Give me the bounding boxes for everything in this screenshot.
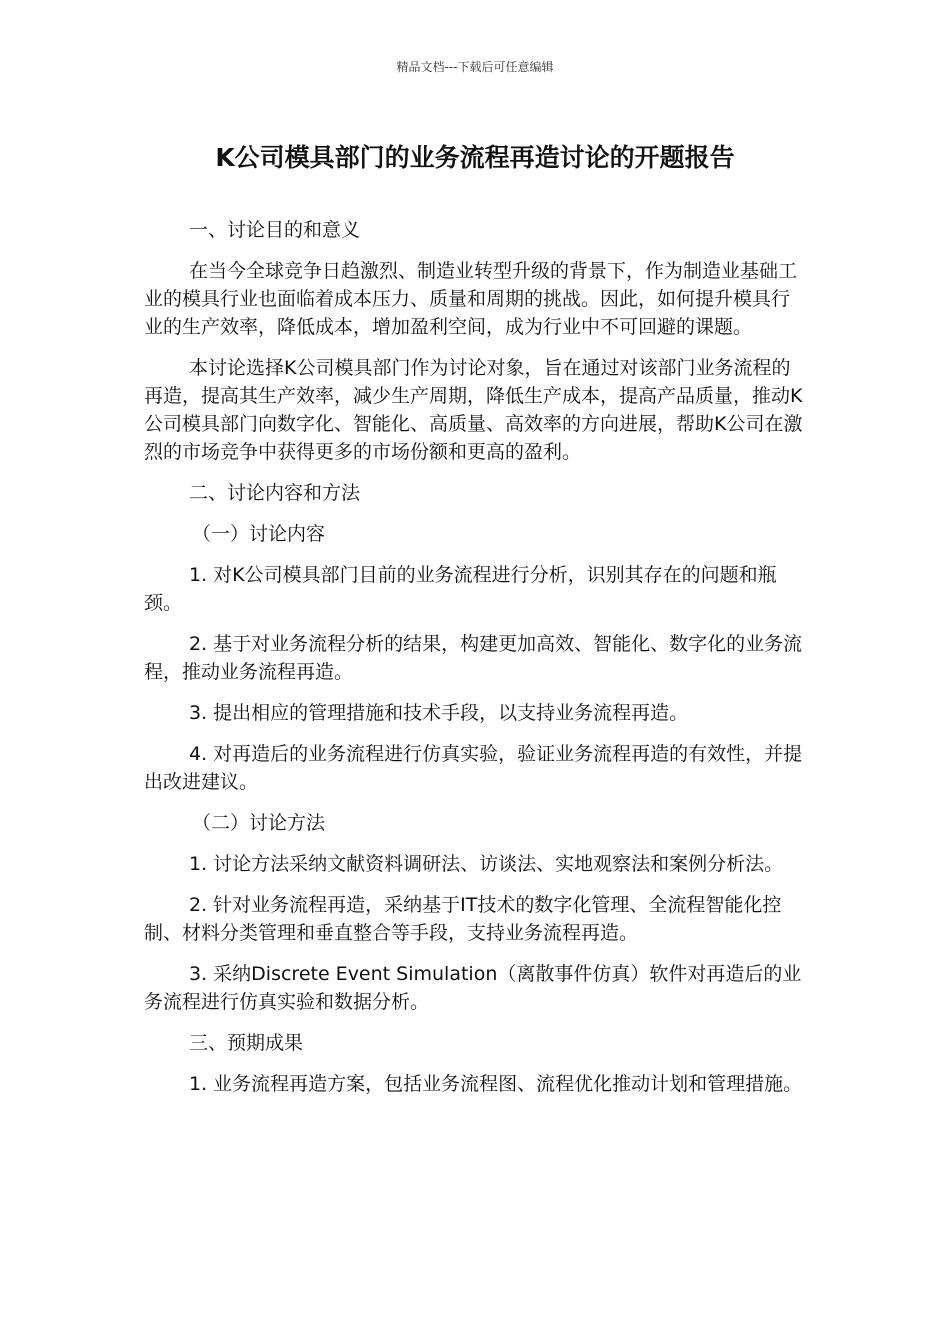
document-title: K公司模具部门的业务流程再造讨论的开题报告 xyxy=(215,143,735,172)
list-item: 3. 采纳Discrete Event Simulation（离散事件仿真）软件对再造后的业务流程进行仿真实验和数据分析。 xyxy=(144,963,802,1013)
subheading-method: （二）讨论方法 xyxy=(192,812,326,834)
document-body xyxy=(144,216,806,1111)
section-heading-content-method: 二、讨论内容和方法 xyxy=(189,482,361,504)
body-paragraph: 在当今全球竞争日趋激烈、制造业转型升级的背景下，作为制造业基础工业的模具行业也面临着成本压力、质量和周期的挑战。因此，如何提升模具行业的生产效率，降低成本，增加盈利空间，成为行业中不可回避的课题。 xyxy=(144,260,798,338)
body-paragraph: 本讨论选择K公司模具部门作为讨论对象，旨在通过对该部门业务流程的再造，提高其生产效率，减少生产周期，降低生产成本，提高产品质量，推动K公司模具部门向数字化、智能化、高质量、高效率的方向进展，帮助K公司在激烈的市场竞争中获得更多的市场份额和更高的盈利。 xyxy=(144,357,803,463)
list-item: 4. 对再造后的业务流程进行仿真实验，验证业务流程再造的有效性，并提出改进建议。 xyxy=(144,743,803,793)
list-item: 1. 对K公司模具部门目前的业务流程进行分析，识别其存在的问题和瓶颈。 xyxy=(144,564,777,614)
subheading-content: （一）讨论内容 xyxy=(192,523,326,545)
list-item: 2. 针对业务流程再造，采纳基于IT技术的数字化管理、全流程智能化控制、材料分类管理和垂直整合等手段，支持业务流程再造。 xyxy=(144,894,782,944)
header-note: 精品文档---下载后可任意编辑 xyxy=(396,60,554,74)
list-item: 2. 基于对业务流程分析的结果，构建更加高效、智能化、数字化的业务流程，推动业务流程再造。 xyxy=(144,633,803,683)
list-item: 1. 讨论方法采纳文献资料调研法、访谈法、实地观察法和案例分析法。 xyxy=(189,853,784,875)
section-heading-expected-results: 三、预期成果 xyxy=(189,1032,304,1054)
section-heading-purpose: 一、讨论目的和意义 xyxy=(189,219,361,241)
list-item: 1. 业务流程再造方案，包括业务流程图、流程优化推动计划和管理措施。 xyxy=(189,1073,803,1095)
list-item: 3. 提出相应的管理措施和技术手段，以支持业务流程再造。 xyxy=(189,702,689,724)
